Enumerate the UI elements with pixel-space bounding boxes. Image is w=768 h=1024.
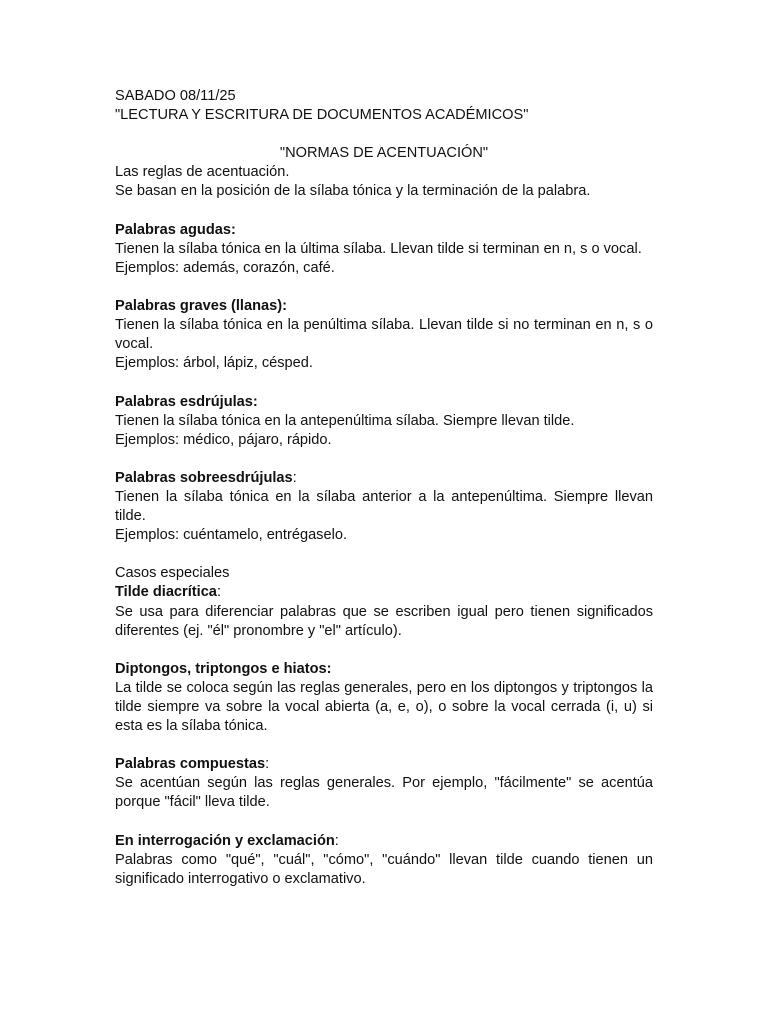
- esdrujulas-examples: Ejemplos: médico, pájaro, rápido.: [115, 431, 332, 448]
- compuestas-body: Se acentúan según las reglas generales. Por ejemplo, "fácilmente" se acentúa porque "fácil" lleva tilde.: [115, 775, 653, 811]
- esdrujulas-body: Tienen la sílaba tónica en la antepenúltima sílaba. Siempre llevan tilde.: [115, 412, 575, 429]
- spacer: [115, 813, 653, 832]
- spacer: [115, 450, 653, 469]
- interrogacion-body: Palabras como "qué", "cuál", "cómo", "cuándo" llevan tilde cuando tienen un significado interrogativo o exclamativo.: [115, 851, 653, 887]
- sobreesdrujulas-heading-text: Palabras sobreesdrújulas: [115, 469, 293, 486]
- spacer: [115, 545, 653, 564]
- esdrujulas-heading-colon: :: [252, 393, 258, 410]
- date-line: SABADO 08/11/25: [115, 88, 236, 104]
- agudas-heading: [115, 221, 653, 240]
- document-page: [115, 87, 653, 889]
- diptongos-heading-colon: :: [326, 660, 332, 677]
- diptongos-body: La tilde se coloca según las reglas generales, pero en los diptongos y triptongos la tilde siempre va sobre la vocal abierta (a, e, o), o sobre la vocal cerrada (i, u) si esta es la sílaba tónica.: [115, 679, 653, 735]
- spacer: [115, 202, 653, 221]
- spacer: [115, 736, 653, 755]
- interrogacion-heading-text: En interrogación y exclamación: [115, 832, 335, 849]
- course-title: "LECTURA Y ESCRITURA DE DOCUMENTOS ACADÉMICOS": [115, 107, 529, 124]
- agudas-body: Tienen la sílaba tónica en la última sílaba. Llevan tilde si terminan en n, s o vocal.: [115, 240, 642, 257]
- intro-line-1: Las reglas de acentuación.: [115, 164, 290, 181]
- spacer: [115, 373, 653, 392]
- esdrujulas-heading-text: Palabras esdrújulas: [115, 393, 253, 410]
- diptongos-heading-text: Diptongos, triptongos e hiatos: [115, 660, 327, 677]
- compuestas-heading: [115, 755, 653, 774]
- agudas-examples: Ejemplos: además, corazón, café.: [115, 259, 335, 276]
- interrogacion-heading: [115, 832, 653, 851]
- graves-heading: [115, 297, 653, 316]
- casos-especiales-title: Casos especiales: [115, 565, 230, 582]
- compuestas-heading-colon: :: [265, 756, 270, 773]
- graves-heading-colon: :: [282, 298, 287, 315]
- document-title: "NORMAS DE ACENTUACIÓN": [279, 145, 489, 162]
- agudas-heading-text: Palabras agudas: [115, 221, 231, 238]
- diacritica-heading: [115, 583, 653, 602]
- diacritica-body: Se usa para diferenciar palabras que se escriben igual pero tienen significados diferentes (ej. "él" pronombre y "el" artículo).: [115, 603, 653, 639]
- spacer: [115, 125, 653, 144]
- spacer: [115, 278, 653, 297]
- diptongos-heading: [115, 660, 653, 679]
- graves-heading-text: Palabras graves (llanas): [115, 298, 283, 315]
- compuestas-heading-text: Palabras compuestas: [115, 756, 266, 773]
- intro-line-2: Se basan en la posición de la sílaba tónica y la terminación de la palabra.: [115, 183, 591, 200]
- graves-examples: Ejemplos: árbol, lápiz, césped.: [115, 355, 313, 372]
- spacer: [115, 641, 653, 660]
- sobreesdrujulas-examples: Ejemplos: cuéntamelo, entrégaselo.: [115, 527, 348, 544]
- sobreesdrujulas-body: Tienen la sílaba tónica en la sílaba anterior a la antepenúltima. Siempre llevan tilde.: [115, 488, 653, 525]
- esdrujulas-heading: [115, 393, 653, 412]
- diacritica-heading-colon: :: [216, 584, 221, 601]
- agudas-heading-colon: :: [231, 221, 236, 238]
- interrogacion-heading-colon: :: [334, 832, 339, 849]
- graves-body: Tienen la sílaba tónica en la penúltima sílaba. Llevan tilde si no terminan en n, s o vocal.: [115, 317, 653, 353]
- sobreesdrujulas-heading: [115, 469, 653, 488]
- diacritica-heading-text: Tilde diacrítica: [115, 584, 217, 601]
- sobreesdrujulas-heading-colon: :: [292, 469, 297, 486]
